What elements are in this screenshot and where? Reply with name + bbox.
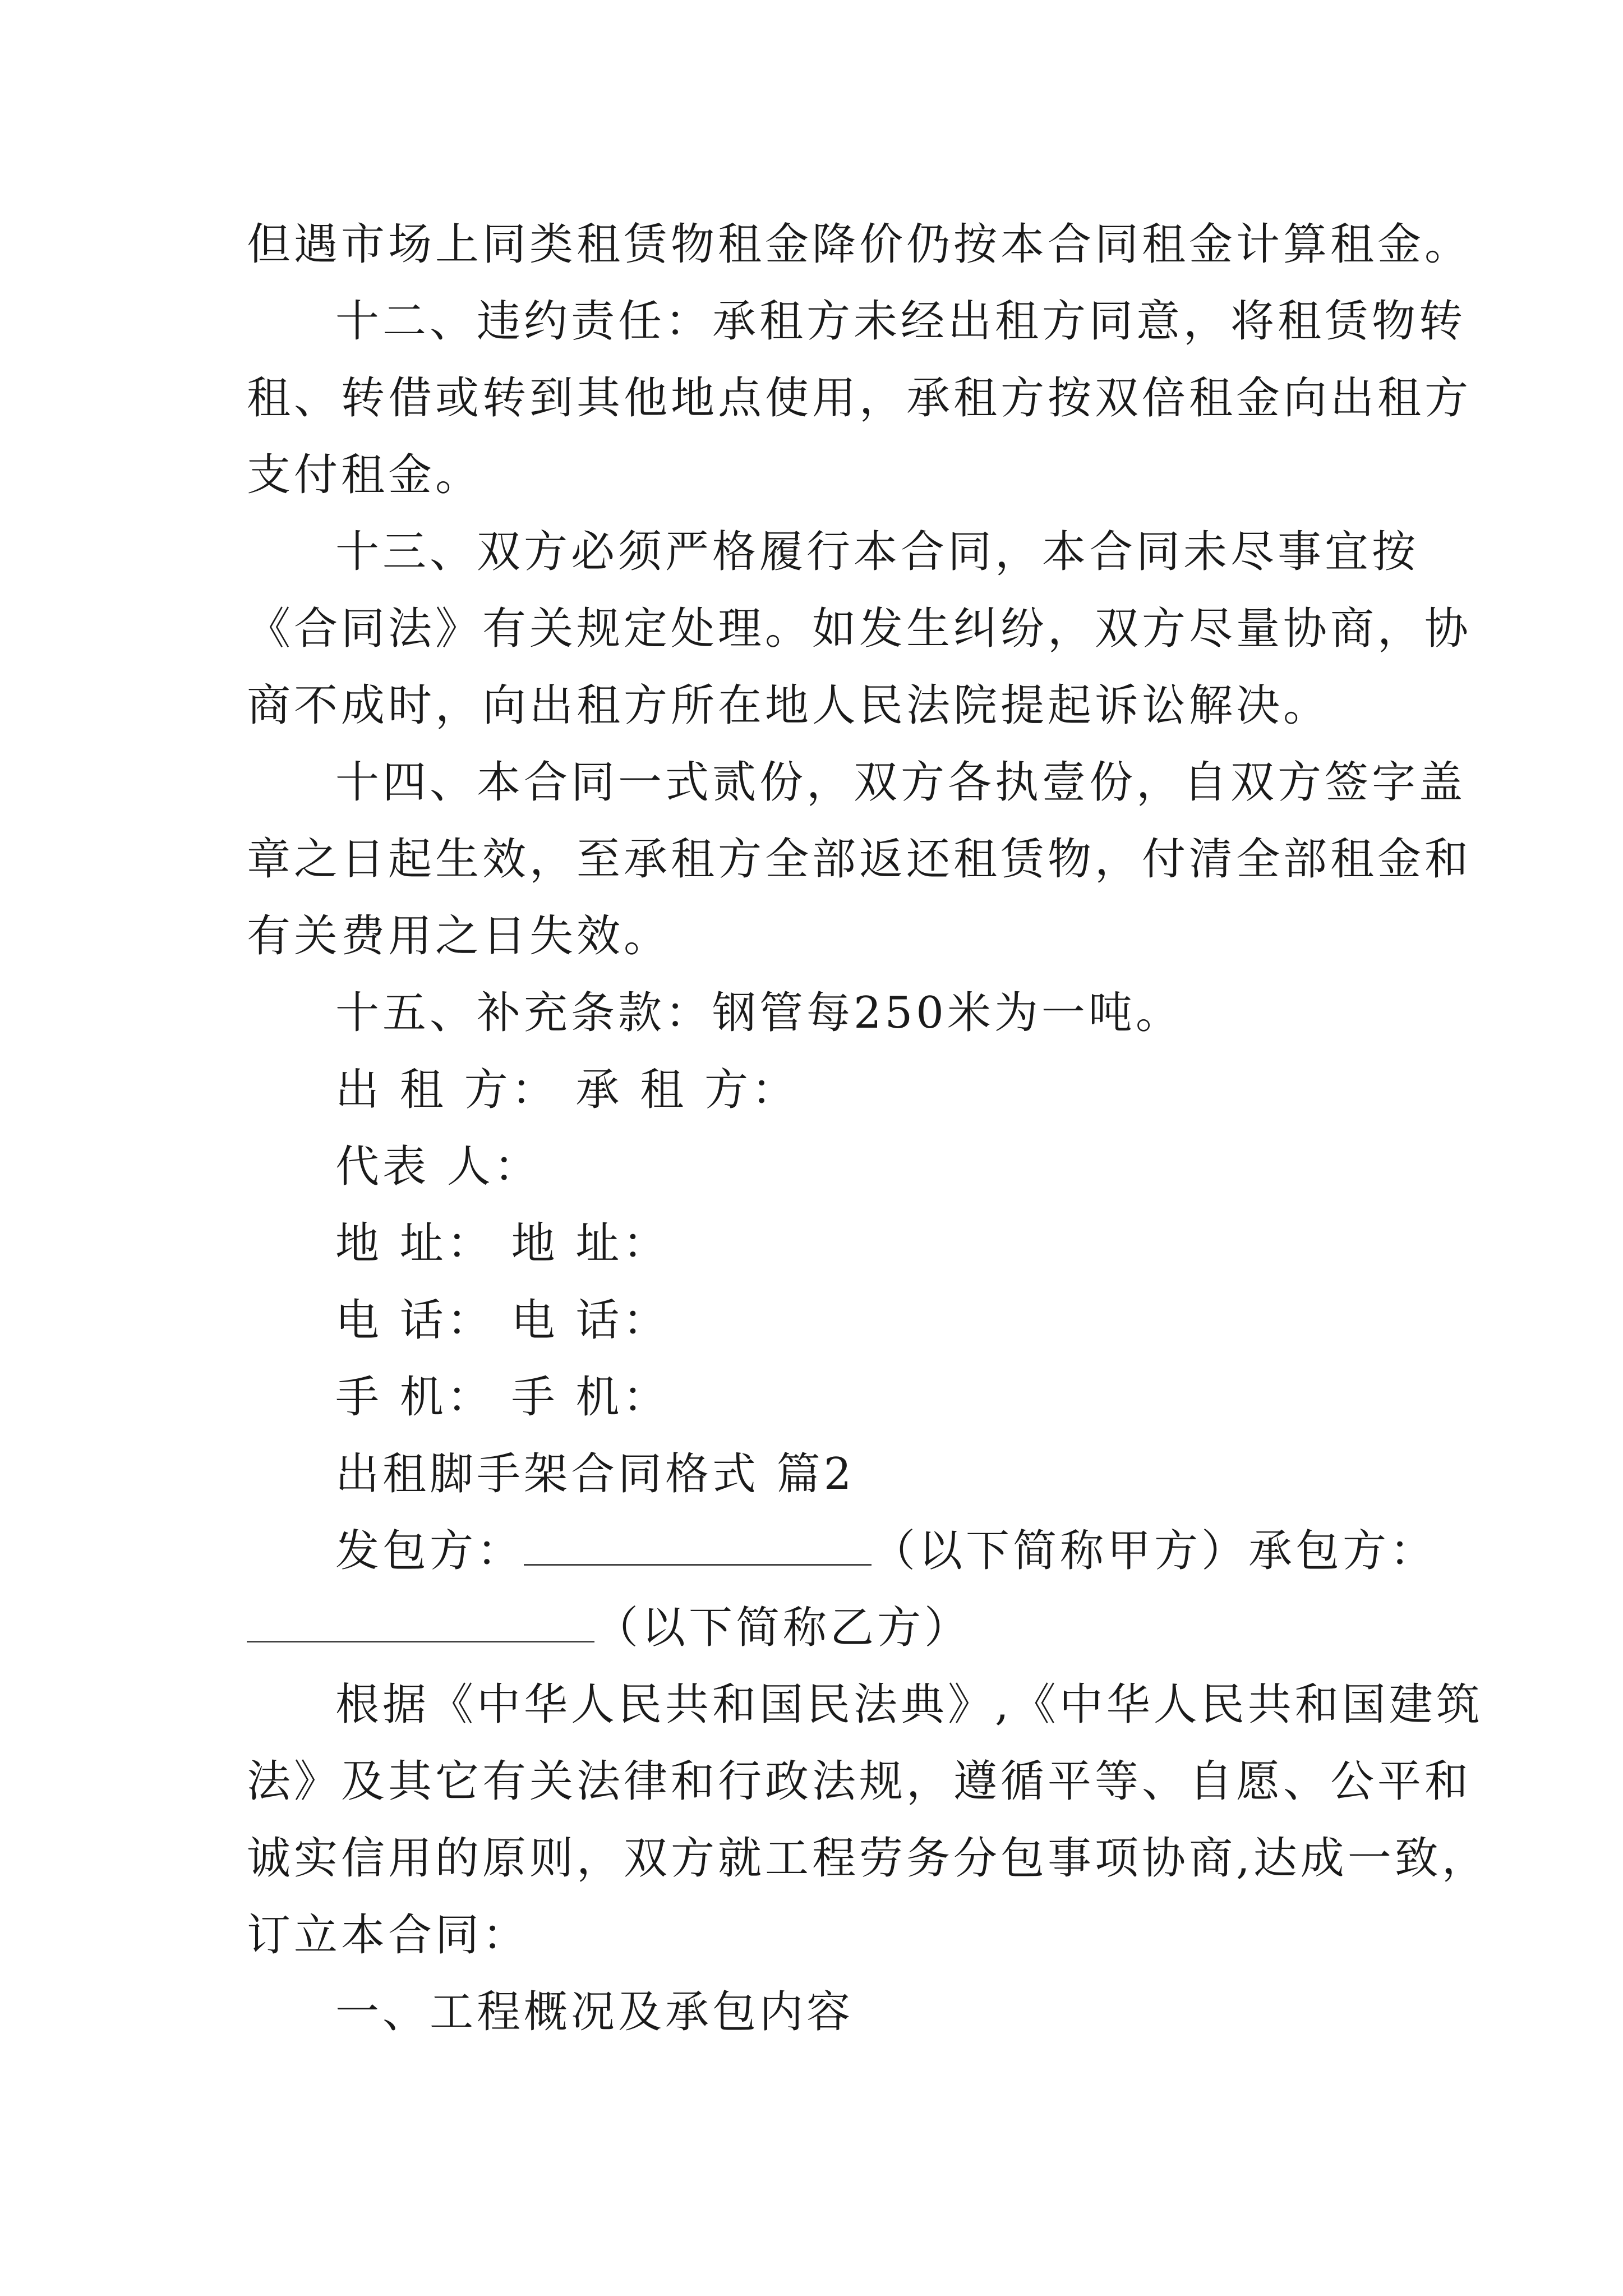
section-heading: 出租脚手架合同格式 篇2: [335, 1449, 855, 1499]
text-line: 章之日起生效，至承租方全部返还租赁物，付清全部租金和: [247, 834, 1472, 885]
contract-party-line-b: [247, 1600, 971, 1656]
contract-party-line-a: [335, 1523, 1437, 1579]
text-line: 法》及其它有关法律和行政法规，遵循平等、自愿、公平和: [247, 1756, 1472, 1807]
text-line: 诚实信用的原则，双方就工程劳务分包事项协商,达成一致，: [247, 1833, 1489, 1884]
preamble-line-1: 根据《中华人民共和国民法典》,《中华人民共和国建筑: [335, 1680, 1483, 1730]
text-line: 有关费用之日失效。: [247, 911, 671, 961]
contractor-suffix: （以下简称乙方）: [594, 1603, 972, 1653]
employer-suffix: （以下简称甲方）承包方：: [872, 1526, 1437, 1576]
signature-parties: 出 租 方： 承 租 方：: [335, 1065, 799, 1115]
text-line: 支付租金。: [247, 450, 483, 500]
contractor-blank: [247, 1602, 594, 1642]
signature-address: 地 址： 地 址：: [335, 1218, 670, 1269]
clause-13-line-1: 十三、双方必须严格履行本合同，本合同未尽事宜按: [335, 527, 1419, 577]
clause-15-line: 十五、补充条款：钢管每250米为一吨。: [335, 988, 1183, 1038]
clause-14-line-1: 十四、本合同一式贰份，双方各执壹份，自双方签字盖: [335, 757, 1467, 808]
text-line: 但遇市场上同类租赁物租金降价仍按本合同租金计算租金。: [247, 219, 1472, 270]
signature-representative: 代表 人：: [335, 1142, 541, 1192]
clause-12-line-1: 十二、违约责任：承租方未经出租方同意，将租赁物转: [335, 296, 1467, 347]
signature-mobile: 手 机： 手 机：: [335, 1372, 670, 1423]
text-line: 商不成时，向出租方所在地人民法院提起诉讼解决。: [247, 680, 1331, 731]
employer-label: 发包方：: [335, 1526, 524, 1576]
text-line: 《合同法》有关规定处理。如发生纠纷，双方尽量协商，协: [247, 604, 1472, 654]
text-line: 订立本合同：: [247, 1910, 530, 1961]
employer-blank: [524, 1525, 872, 1566]
text-line: 租、转借或转到其他地点使用，承租方按双倍租金向出租方: [247, 373, 1472, 424]
subsection-heading: 一、工程概况及承包内容: [335, 1987, 854, 2037]
signature-phone: 电 话： 电 话：: [335, 1295, 670, 1346]
